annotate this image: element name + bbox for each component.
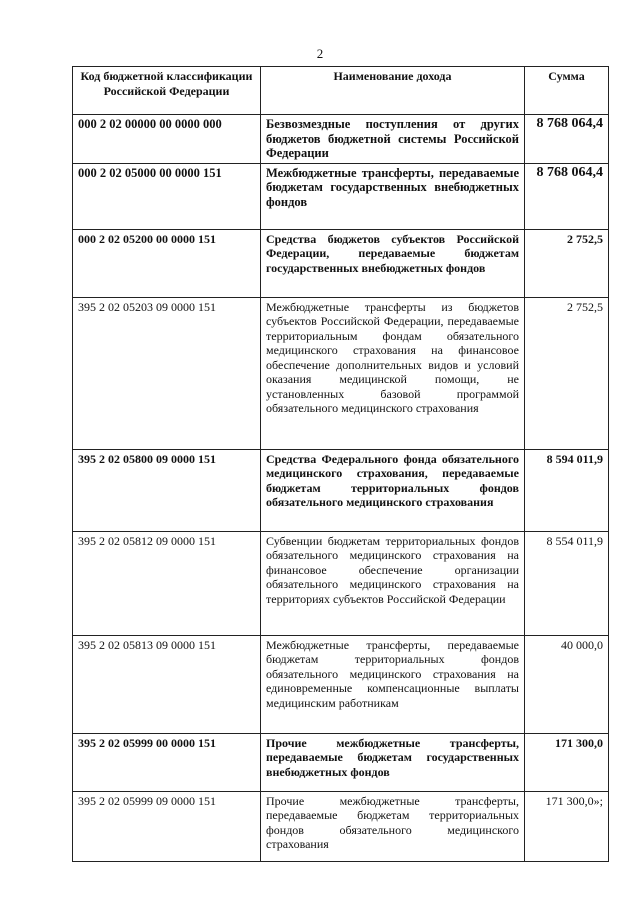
row-name: Средства бюджетов субъектов Российской Федерации, передаваемые бюджетам государственных внебюджетных фондов bbox=[261, 229, 525, 297]
row-code: 395 2 02 05999 09 0000 151 bbox=[73, 791, 261, 861]
row-name: Межбюджетные трансферты, передаваемые бюджетам государственных внебюджетных фондов bbox=[261, 163, 525, 229]
header-code: Код бюджетной классификации Российской Федерации bbox=[73, 67, 261, 115]
row-name: Межбюджетные трансферты, передаваемые бюджетам территориальных фондов обязательного медицинского страхования на единовременные компенсационные выплаты медицинским работникам bbox=[261, 635, 525, 733]
row-sum: 171 300,0»; bbox=[525, 791, 609, 861]
table-row bbox=[73, 733, 609, 791]
table-row bbox=[73, 791, 609, 861]
row-sum: 2 752,5 bbox=[525, 229, 609, 297]
table-row bbox=[73, 635, 609, 733]
row-code: 395 2 02 05813 09 0000 151 bbox=[73, 635, 261, 733]
row-name: Прочие межбюджетные трансферты, передаваемые бюджетам территориальных фондов обязательного медицинского страхования bbox=[261, 791, 525, 861]
row-code: 000 2 02 00000 00 0000 000 bbox=[73, 115, 261, 164]
row-code: 000 2 02 05000 00 0000 151 bbox=[73, 163, 261, 229]
row-sum: 8 768 064,4 bbox=[525, 163, 609, 229]
row-name: Средства Федерального фонда обязательного медицинского страхования, передаваемые бюджетам территориальных фондов обязательного медицинского страхования bbox=[261, 449, 525, 531]
table-row bbox=[73, 449, 609, 531]
row-name: Межбюджетные трансферты из бюджетов субъектов Российской Федерации, передаваемые территориальным фондам обязательного медицинского страхования на финансовое обеспечение дополнительных видов и условий оказания медицинской помощи, не установленных базовой программой обязательного медицинского страхования bbox=[261, 297, 525, 449]
table-row bbox=[73, 531, 609, 635]
row-code: 395 2 02 05800 09 0000 151 bbox=[73, 449, 261, 531]
table-row bbox=[73, 163, 609, 229]
header-name: Наименование дохода bbox=[261, 67, 525, 115]
row-name: Субвенции бюджетам территориальных фондов обязательного медицинского страхования на финансовое обеспечение организации обязательного медицинского страхования на территориях субъектов Российской Федерации bbox=[261, 531, 525, 635]
row-code: 395 2 02 05812 09 0000 151 bbox=[73, 531, 261, 635]
row-sum: 40 000,0 bbox=[525, 635, 609, 733]
table-row bbox=[73, 229, 609, 297]
header-sum: Сумма bbox=[525, 67, 609, 115]
row-code: 000 2 02 05200 00 0000 151 bbox=[73, 229, 261, 297]
row-sum: 2 752,5 bbox=[525, 297, 609, 449]
row-name: Прочие межбюджетные трансферты, передаваемые бюджетам государственных внебюджетных фондов bbox=[261, 733, 525, 791]
row-sum: 8 554 011,9 bbox=[525, 531, 609, 635]
row-sum: 8 594 011,9 bbox=[525, 449, 609, 531]
row-code: 395 2 02 05999 00 0000 151 bbox=[73, 733, 261, 791]
row-sum: 8 768 064,4 bbox=[525, 115, 609, 164]
row-code: 395 2 02 05203 09 0000 151 bbox=[73, 297, 261, 449]
table-header-row bbox=[73, 67, 609, 115]
budget-income-table bbox=[72, 66, 609, 862]
table-row bbox=[73, 297, 609, 449]
row-sum: 171 300,0 bbox=[525, 733, 609, 791]
page-number: 2 bbox=[316, 46, 324, 61]
row-name: Безвозмездные поступления от других бюджетов бюджетной системы Российской Федерации bbox=[261, 115, 525, 164]
table-row bbox=[73, 115, 609, 164]
